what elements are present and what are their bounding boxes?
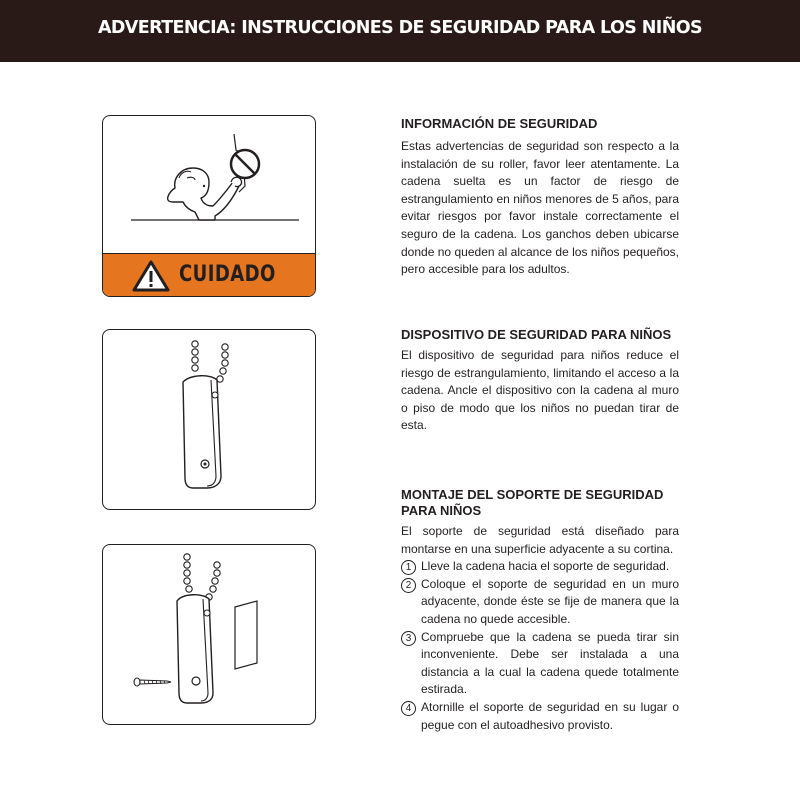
- caution-banner: [103, 253, 315, 296]
- safety-clip: [177, 595, 213, 703]
- section-body: Estas advertencias de seguridad son respecto a la instalación de su roller, favor leer atentamente. La cadena suelta es un factor de riesgo de estrangulamiento en niños menores de 5 años, para evitar riesgos por favor instale correctamente el seguro de la cadena. Los ganchos deben ubicarse donde no queden al alcance de los niños pequeños, pero accesible para los adultos.: [401, 139, 679, 277]
- bracket-mounting-illustration: [103, 545, 316, 725]
- step-text: Coloque el soporte de seguridad en un muro adyacente, donde éste se fije de manera que la cadena no quede accesible.: [421, 576, 679, 626]
- child-figure: [168, 168, 242, 220]
- prohibition-icon: [231, 150, 259, 178]
- step-number: 1: [401, 560, 416, 575]
- child-reaching-cord-illustration: [103, 116, 316, 256]
- mounting-section: [401, 487, 679, 734]
- mounting-illustration-panel: [102, 544, 316, 725]
- warning-header: [0, 0, 800, 62]
- section-heading: MONTAJE DEL SOPORTE DE SEGURIDAD PARA NIÑOS: [401, 487, 664, 518]
- wall-surface: [235, 601, 257, 669]
- step-text: Lleve la cadena hacia el soporte de seguridad.: [421, 559, 670, 574]
- caution-label: CUIDADO: [179, 262, 276, 287]
- section-heading: INFORMACIÓN DE SEGURIDAD: [401, 116, 598, 131]
- step-text: Compruebe que la cadena se pueda tirar sin inconveniente. Debe ser instalada a una distancia a la cual la cadena quede totalmente estirada.: [421, 629, 679, 697]
- step-item: [401, 629, 679, 699]
- safety-device-illustration-panel: [102, 329, 316, 510]
- screw-icon: [134, 678, 171, 686]
- section-body: El dispositivo de seguridad para niños reduce el riesgo de estrangulamiento, limitando el acceso a la cadena. Ancle el dispositivo con la cadena al muro o piso de modo que los niños no puedan tirar de esta.: [401, 348, 679, 433]
- child-warning-illustration-panel: [102, 115, 316, 297]
- chain-safety-device-illustration: [103, 330, 316, 510]
- step-number: 2: [401, 578, 416, 593]
- safety-clip: [183, 376, 221, 488]
- safety-info-section: [401, 116, 679, 279]
- section-heading: DISPOSITIVO DE SEGURIDAD PARA NIÑOS: [401, 327, 672, 342]
- safety-device-section: [401, 327, 679, 435]
- step-number: 3: [401, 631, 416, 646]
- step-text: Atornille el soporte de seguridad en su lugar o pegue con el autoadhesivo provisto.: [421, 699, 679, 732]
- step-number: 4: [401, 701, 416, 716]
- step-item: [401, 558, 679, 576]
- page-title: ADVERTENCIA: INSTRUCCIONES DE SEGURIDAD PARA LOS NIÑOS: [97, 18, 703, 38]
- step-item: [401, 576, 679, 629]
- section-body: El soporte de seguridad está diseñado para montarse en una superficie adyacente a su cortina.: [401, 524, 679, 556]
- step-item: [401, 699, 679, 734]
